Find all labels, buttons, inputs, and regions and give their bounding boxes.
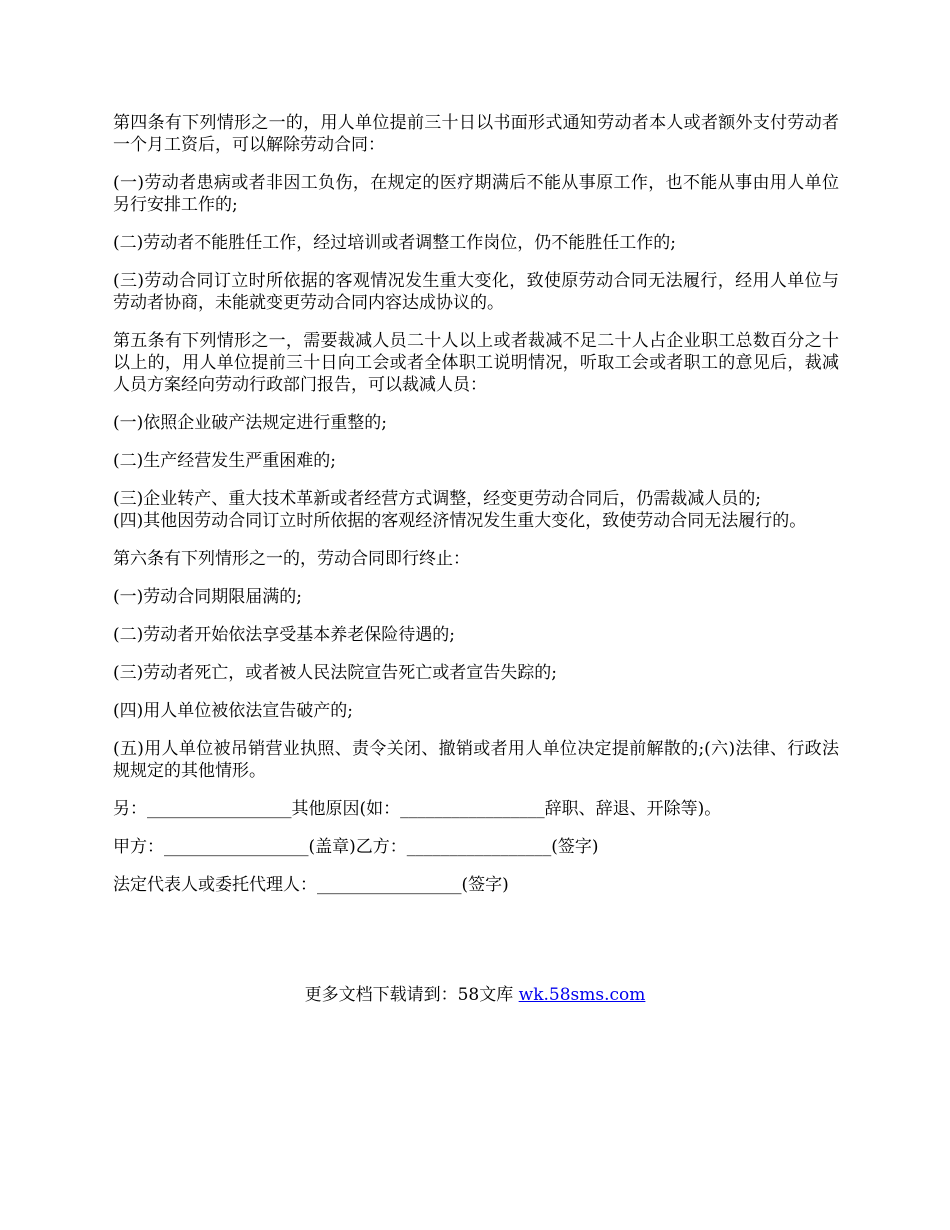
article-6-item-5: (五)用人单位被吊销营业执照、责令关闭、撤销或者用人单位决定提前解散的;(六)法律、行政法规规定的其他情形。 <box>113 739 839 781</box>
other-reasons-line: 另：_________________其他原因(如：_________________辞职、辞退、开除等)。 <box>113 799 722 819</box>
footer-link[interactable]: wk.58sms.com <box>518 985 646 1005</box>
article-6-intro: 第六条有下列情形之一的，劳动合同即行终止： <box>113 549 470 569</box>
article-5-item-1: (一)依照企业破产法规定进行重整的; <box>113 413 387 433</box>
article-6-item-3: (三)劳动者死亡，或者被人民法院宣告死亡或者宣告失踪的; <box>113 663 557 683</box>
article-4-item-3: (三)劳动合同订立时所依据的客观情况发生重大变化，致使原劳动合同无法履行，经用人单位与劳动者协商，未能就变更劳动合同内容达成协议的。 <box>113 271 839 313</box>
article-4-item-1: (一)劳动者患病或者非因工负伤，在规定的医疗期满后不能从事原工作，也不能从事由用人单位另行安排工作的; <box>113 173 839 215</box>
article-6-item-4: (四)用人单位被依法宣告破产的; <box>113 701 353 721</box>
article-5-item-4: (四)其他因劳动合同订立时所依据的客观经济情况发生重大变化，致使劳动合同无法履行的。 <box>113 511 807 531</box>
article-4-intro: 第四条有下列情形之一的，用人单位提前三十日以书面形式通知劳动者本人或者额外支付劳动者一个月工资后，可以解除劳动合同： <box>113 113 839 155</box>
document-body <box>113 112 839 912</box>
download-footer <box>0 984 950 1006</box>
representative-line: 法定代表人或委托代理人：_________________(签字) <box>113 875 509 895</box>
article-5-intro: 第五条有下列情形之一，需要裁减人员二十人以上或者裁减不足二十人占企业职工总数百分之十以上的，用人单位提前三十日向工会或者全体职工说明情况，听取工会或者职工的意见后，裁减人员方案经向劳动行政部门报告，可以裁减人员： <box>113 331 839 395</box>
footer-text: 更多文档下载请到：58文库 <box>304 985 519 1005</box>
article-4-item-2: (二)劳动者不能胜任工作，经过培训或者调整工作岗位，仍不能胜任工作的; <box>113 233 676 253</box>
article-5-item-3: (三)企业转产、重大技术革新或者经营方式调整，经变更劳动合同后，仍需裁减人员的; <box>113 489 761 509</box>
signature-parties-line: 甲方：_________________(盖章)乙方：_________________(签字) <box>113 837 599 857</box>
article-5-item-2: (二)生产经营发生严重困难的; <box>113 451 336 471</box>
article-6-item-2: (二)劳动者开始依法享受基本养老保险待遇的; <box>113 625 455 645</box>
article-6-item-1: (一)劳动合同期限届满的; <box>113 587 302 607</box>
